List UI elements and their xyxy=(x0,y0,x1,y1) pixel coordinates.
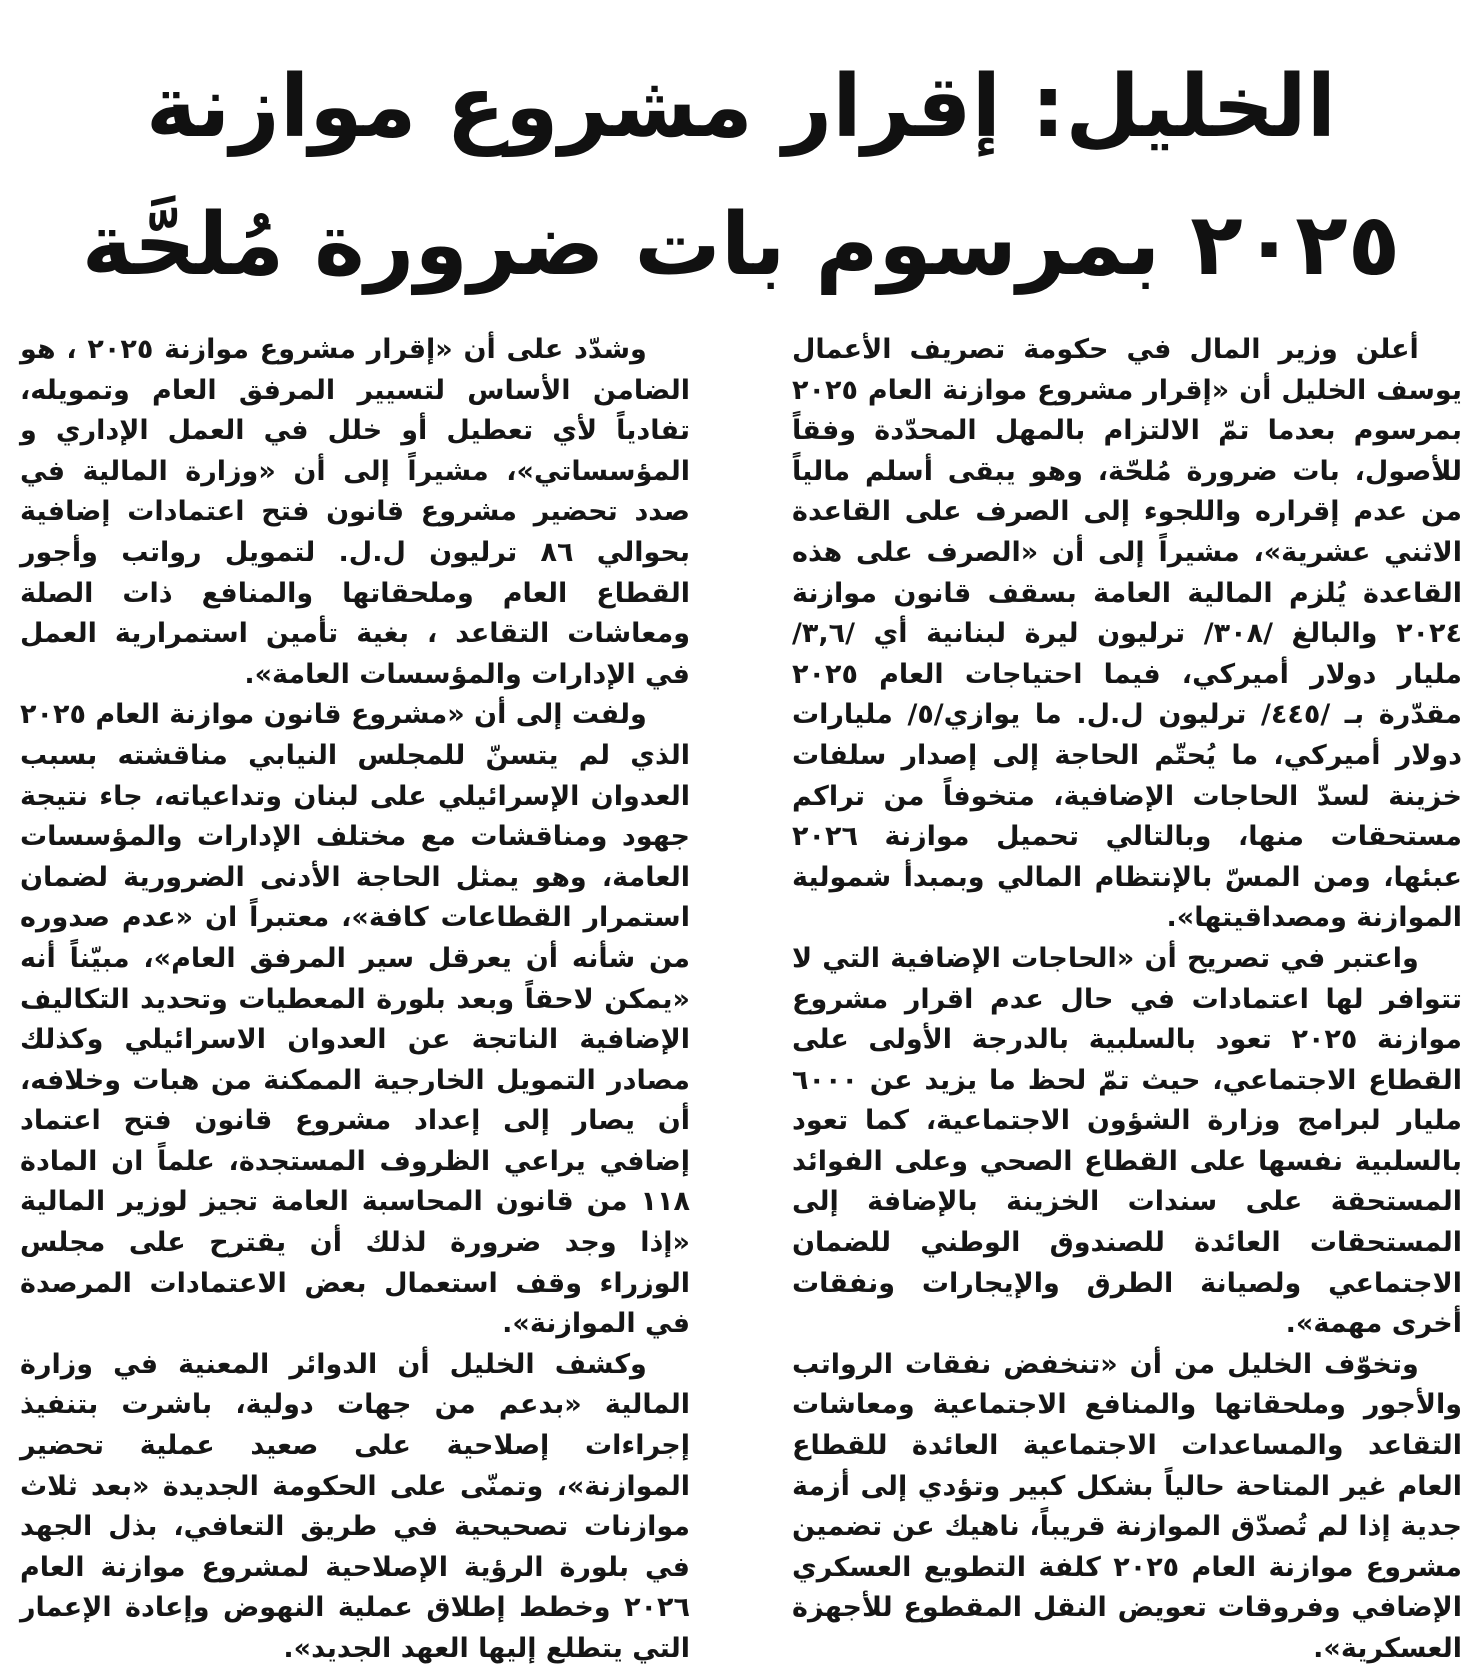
headline-line-1: الخليل: إقرار مشروع موازنة xyxy=(145,57,1337,157)
right-column xyxy=(792,330,1462,1664)
paragraph: ولفت إلى أن «مشروع قانون موازنة العام ٢٠٢٥ الذي لم يتسنّ للمجلس النيابي مناقشته بسبب العدوان الإسرائيلي على لبنان وتداعياته، جاء نتيجة جهود ومناقشات مع مختلف الإدارات والمؤسسات العامة، وهو يمثل الحاجة الأدنى الضرورية لضمان استمرار القطاعات كافة»، معتبراً ان «عدم صدوره من شأنه أن يعرقل سير المرفق العام»، مبيّناً أنه «يمكن لاحقاً وبعد بلورة المعطيات وتحديد التكاليف الإضافية الناتجة عن العدوان الاسرائيلي وكذلك مصادر التمويل الخارجية الممكنة من هبات وخلافه، أن يصار إلى إعداد مشروع قانون فتح اعتماد إضافي يراعي الظروف المستجدة، علماً ان المادة ١١٨ من قانون المحاسبة العامة تجيز لوزير المالية «إذا وجد ضرورة لذلك أن يقترح على مجلس الوزراء وقف استعمال بعض الاعتمادات المرصدة في الموازنة». xyxy=(20,699,690,1340)
paragraph: أعلن وزير المال في حكومة تصريف الأعمال يوسف الخليل أن «إقرار مشروع موازنة العام ٢٠٢٥ بمرسوم بعدما تمّ الالتزام بالمهل المحدّدة وفقاً للأصول، بات ضرورة مُلحّة، وهو يبقى أسلم مالياً من عدم إقراره واللجوء إلى الصرف على القاعدة الاثني عشرية»، مشيراً إلى أن «الصرف على هذه القاعدة يُلزم المالية العامة بسقف قانون موازنة ٢٠٢٤ والبالغ /٣٠٨/ ترليون ليرة لبنانية أي /٣,٦/ مليار دولار أميركي، فيما احتياجات العام ٢٠٢٥ مقدّرة بـ /٤٤٥/ ترليون ل.ل. ما يوازي/٥/ مليارات دولار أميركي، ما يُحتّم الحاجة إلى إصدار سلفات خزينة لسدّ الحاجات الإضافية، متخوفاً من تراكم مستحقات منها، وبالتالي تحميل موازنة ٢٠٢٦ عبئها، ومن المسّ بالإنتظام المالي وبمبدأ شمولية الموازنة ومصداقيتها». xyxy=(792,334,1462,934)
article-headline xyxy=(30,38,1452,314)
paragraph: وتخوّف الخليل من أن «تنخفض نفقات الرواتب والأجور وملحقاتها والمنافع الاجتماعية ومعاشات التقاعد والمساعدات الاجتماعية العائدة للقطاع العام غير المتاحة حالياً بشكل كبير وتؤدي إلى أزمة جدية إذا لم تُصدّق الموازنة قريباً، ناهيك عن تضمين مشروع موازنة العام ٢٠٢٥ كلفة التطويع العسكري الإضافي وفروقات تعويض النقل المقطوع للأجهزة العسكرية». xyxy=(792,1348,1462,1664)
paragraph: وكشف الخليل أن الدوائر المعنية في وزارة المالية «بدعم من جهات دولية، باشرت بتنفيذ إجراءات إصلاحية على صعيد عملية تحضير الموازنة»، وتمنّى على الحكومة الجديدة «بعد ثلاث موازنات تصحيحية في طريق التعافي، بذل الجهد في بلورة الرؤية الإصلاحية لمشروع موازنة العام ٢٠٢٦ وخطط إطلاق عملية النهوض وإعادة الإعمار التي يتطلع إليها العهد الجديد». xyxy=(20,1348,690,1664)
left-column xyxy=(20,330,690,1664)
headline-line-2: ٢٠٢٥ بمرسوم بات ضرورة مُلحَّة xyxy=(81,195,1401,295)
article-body xyxy=(20,330,1462,1664)
paragraph: وشدّد على أن «إقرار مشروع موازنة ٢٠٢٥ ، هو الضامن الأساس لتسيير المرفق العام وتمويله، تفادياً لأي تعطيل أو خلل في العمل الإداري و المؤسساتي»، مشيراً إلى أن «وزارة المالية في صدد تحضير مشروع قانون فتح اعتمادات إضافية بحوالي ٨٦ ترليون ل.ل. لتمويل رواتب وأجور القطاع العام وملحقاتها والمنافع ذات الصلة ومعاشات التقاعد ، بغية تأمين استمرارية العمل في الإدارات والمؤسسات العامة». xyxy=(20,334,690,690)
paragraph: واعتبر في تصريح أن «الحاجات الإضافية التي لا تتوافر لها اعتمادات في حال عدم اقرار مشروع موازنة ٢٠٢٥ تعود بالسلبية بالدرجة الأولى على القطاع الاجتماعي، حيث تمّ لحظ ما يزيد عن ٦٠٠٠ مليار لبرامج وزارة الشؤون الاجتماعية، كما تعود بالسلبية نفسها على القطاع الصحي وعلى الفوائد المستحقة على سندات الخزينة بالإضافة إلى المستحقات العائدة للصندوق الوطني للضمان الاجتماعي ولصيانة الطرق والإيجارات ونفقات أخرى مهمة». xyxy=(792,942,1462,1340)
